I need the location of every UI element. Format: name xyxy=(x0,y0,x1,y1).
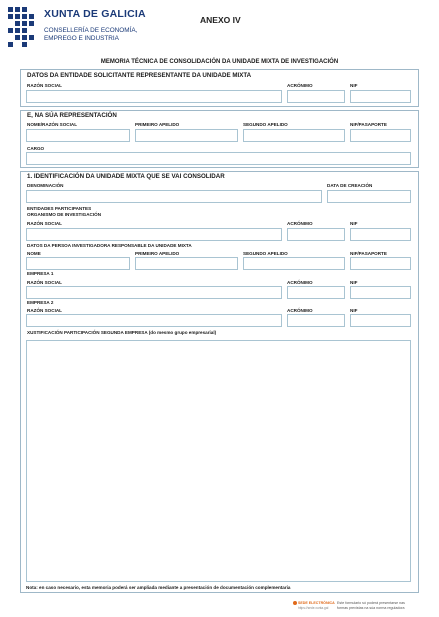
empresa1-label: EMPRESA 1 xyxy=(27,271,54,276)
persoa-nif-label: NIF/PASAPORTE xyxy=(350,251,387,256)
org-razon-social-label: RAZÓN SOCIAL xyxy=(27,221,62,226)
sede-electronica-icon xyxy=(293,601,297,605)
xustificacion-label: XUSTIFICACIÓN PARTICIPACIÓN SEGUNDA EMPRESA (do mesmo grupo empresarial) xyxy=(27,330,217,335)
rep-segundo-label: SEGUNDO APELIDO xyxy=(243,122,288,127)
e1-acronimo-label: ACRÓNIMO xyxy=(287,280,313,285)
persoa-segundo-field[interactable] xyxy=(243,257,345,270)
org-acronimo-label: ACRÓNIMO xyxy=(287,221,313,226)
razon-social-field[interactable] xyxy=(26,90,282,103)
org-sub-line-2: EMPREGO E INDUSTRIA xyxy=(44,35,119,42)
identification-section-title: 1. IDENTIFICACIÓN DA UNIDADE MIXTA QUE SE VAI CONSOLIDAR xyxy=(27,173,225,180)
rep-nome-field[interactable] xyxy=(26,129,130,142)
footer-url[interactable]: https://sede.xunta.gal xyxy=(298,606,329,610)
e2-nif-label: NIF xyxy=(350,308,358,313)
persoa-segundo-label: SEGUNDO APELIDO xyxy=(243,251,288,256)
footer-text-1: Este formulario só poderá presentarse nas xyxy=(337,601,405,605)
cargo-field[interactable] xyxy=(26,152,411,165)
e1-razon-social-label: RAZÓN SOCIAL xyxy=(27,280,62,285)
razon-social-label: RAZÓN SOCIAL xyxy=(27,83,62,88)
data-creacion-label: DATA DE CREACIÓN xyxy=(327,183,373,188)
rep-primeiro-label: PRIMEIRO APELIDO xyxy=(135,122,180,127)
entidades-label: ENTIDADES PARTICIPANTES xyxy=(27,206,92,211)
denominacion-field[interactable] xyxy=(26,190,322,203)
e2-acronimo-field[interactable] xyxy=(287,314,345,327)
e2-acronimo-label: ACRÓNIMO xyxy=(287,308,313,313)
denominacion-label: DENOMINACIÓN xyxy=(27,183,64,188)
persoa-primeiro-label: PRIMEIRO APELIDO xyxy=(135,251,180,256)
e1-nif-field[interactable] xyxy=(350,286,411,299)
org-razon-social-field[interactable] xyxy=(26,228,282,241)
empresa2-label: EMPRESA 2 xyxy=(27,300,54,305)
representation-section-title: E, NA SÚA REPRESENTACIÓN xyxy=(27,112,117,119)
e2-razon-social-field[interactable] xyxy=(26,314,282,327)
annex-label: ANEXO IV xyxy=(200,15,241,25)
rep-nif-field[interactable] xyxy=(350,129,411,142)
e2-nif-field[interactable] xyxy=(350,314,411,327)
rep-segundo-field[interactable] xyxy=(243,129,345,142)
e1-razon-social-field[interactable] xyxy=(26,286,282,299)
organismo-label: ORGANISMO DE INVESTIGACIÓN xyxy=(27,212,102,217)
xustificacion-textarea[interactable] xyxy=(26,340,411,582)
entity-section-title: DATOS DA ENTIDADE SOLICITANTE REPRESENTANTE DA UNIDADE MIXTA xyxy=(27,72,252,79)
org-name: XUNTA DE GALICIA xyxy=(44,8,146,20)
persoa-title: DATOS DA PERSOA INVESTIGADORA RESPONSABLE DA UNIDADE MIXTA xyxy=(27,243,192,248)
org-nif-label: NIF xyxy=(350,221,358,226)
persoa-nif-field[interactable] xyxy=(350,257,411,270)
e2-razon-social-label: RAZÓN SOCIAL xyxy=(27,308,62,313)
rep-nome-label: NOME/RAZÓN SOCIAL xyxy=(27,122,78,127)
nif-label: NIF xyxy=(350,83,358,88)
rep-primeiro-field[interactable] xyxy=(135,129,238,142)
footer-text-2: formas previstas na súa norma reguladora xyxy=(337,606,405,610)
sede-logo-text: SEDE ELECTRÓNICA xyxy=(298,601,335,605)
xunta-cross-logo-icon xyxy=(8,7,36,49)
rep-nif-label: NIF/PASAPORTE xyxy=(350,122,387,127)
org-sub-line-1: CONSELLERÍA DE ECONOMÍA, xyxy=(44,27,138,34)
nif-field[interactable] xyxy=(350,90,411,103)
org-nif-field[interactable] xyxy=(350,228,411,241)
acronimo-label: ACRÓNIMO xyxy=(287,83,313,88)
document-title: MEMORIA TÉCNICA DE CONSOLIDACIÓN DA UNIDADE MIXTA DE INVESTIGACIÓN xyxy=(100,59,339,65)
e1-nif-label: NIF xyxy=(350,280,358,285)
persoa-nome-field[interactable] xyxy=(26,257,130,270)
footnote: Nota: en caso necesario, esta memoria poderá ser ampliada mediante a presentación de documentación complementaria xyxy=(26,585,291,590)
cargo-label: CARGO xyxy=(27,146,45,151)
acronimo-field[interactable] xyxy=(287,90,345,103)
e1-acronimo-field[interactable] xyxy=(287,286,345,299)
persoa-primeiro-field[interactable] xyxy=(135,257,238,270)
data-creacion-field[interactable] xyxy=(327,190,411,203)
persoa-nome-label: NOME xyxy=(27,251,41,256)
org-acronimo-field[interactable] xyxy=(287,228,345,241)
